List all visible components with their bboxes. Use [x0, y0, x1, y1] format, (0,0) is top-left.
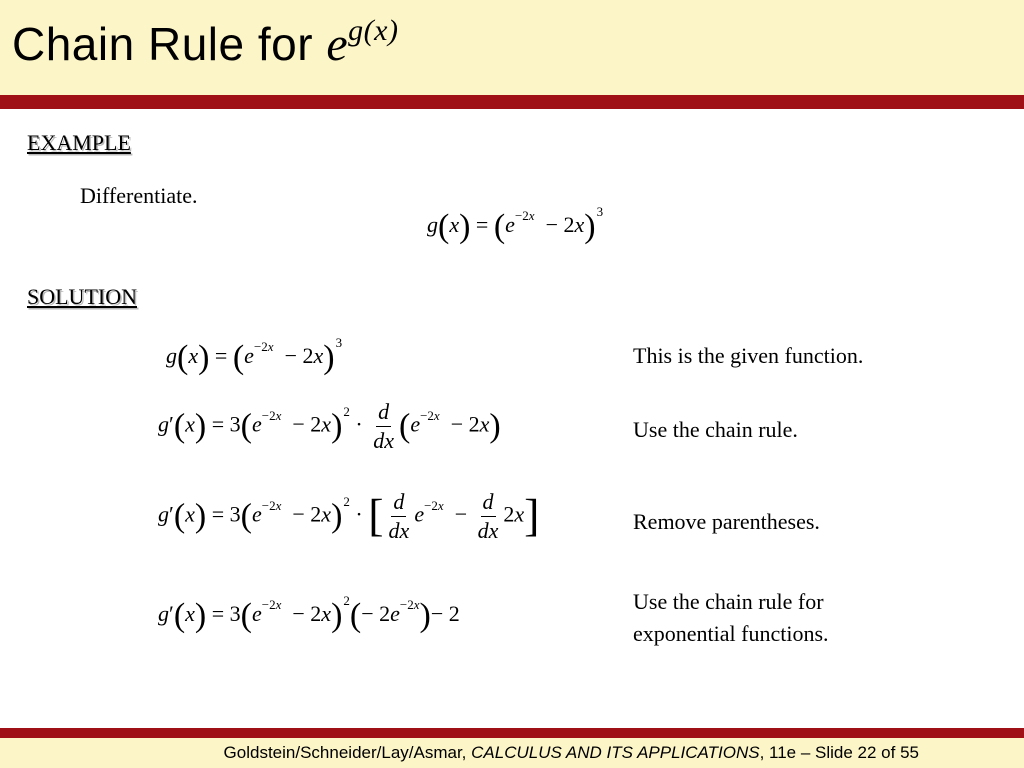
footer-divider	[0, 728, 1024, 738]
instruction-text: Differentiate.	[80, 183, 198, 208]
header-divider	[0, 95, 1024, 109]
step-3-equation: $g'(x) = 3(e^{-2x} - 2x)^2$ · [ $\frac{d}{dx}$ $e^{-2x}$ − $\frac{d}{dx}$ 2x]	[158, 489, 540, 543]
step-4-equation: $g'(x) = 3(e^{-2x} - 2x)^2(- 2e^{-2x})- 2$	[158, 593, 460, 634]
step-4-note: Use the chain rule for exponential functions.	[633, 589, 829, 646]
step-1-note: This is the given function.	[633, 343, 864, 368]
slide-title-exponent: g(x)	[348, 14, 399, 47]
step-2-equation: $g'(x) = 3(e^{-2x} - 2x)^2$ · $\frac{d}{dx}$ $(e^{-2x} - 2x)$	[158, 399, 501, 453]
footer-citation	[224, 743, 919, 763]
slide-title-text: Chain Rule for	[12, 18, 314, 70]
step-1-equation: $g(x) = (e^{-2x} - 2x)^3$	[166, 335, 343, 376]
footer-authors: Goldstein/Schneider/Lay/Asmar,	[223, 743, 467, 762]
footer-book-title: CALCULUS AND ITS APPLICATIONS	[471, 743, 760, 762]
footer-slide-info: , 11e – Slide 22 of 55	[759, 743, 919, 762]
step-3-note: Remove parentheses.	[633, 509, 820, 534]
slide-title	[12, 14, 398, 81]
example-heading: EXAMPLE	[27, 130, 131, 155]
slide-title-base: e	[326, 18, 349, 71]
example-equation: $g(x) = (e^{-2x} - 2x)^3$	[427, 204, 604, 245]
solution-heading: SOLUTION	[27, 284, 137, 309]
step-2-note: Use the chain rule.	[633, 417, 798, 442]
